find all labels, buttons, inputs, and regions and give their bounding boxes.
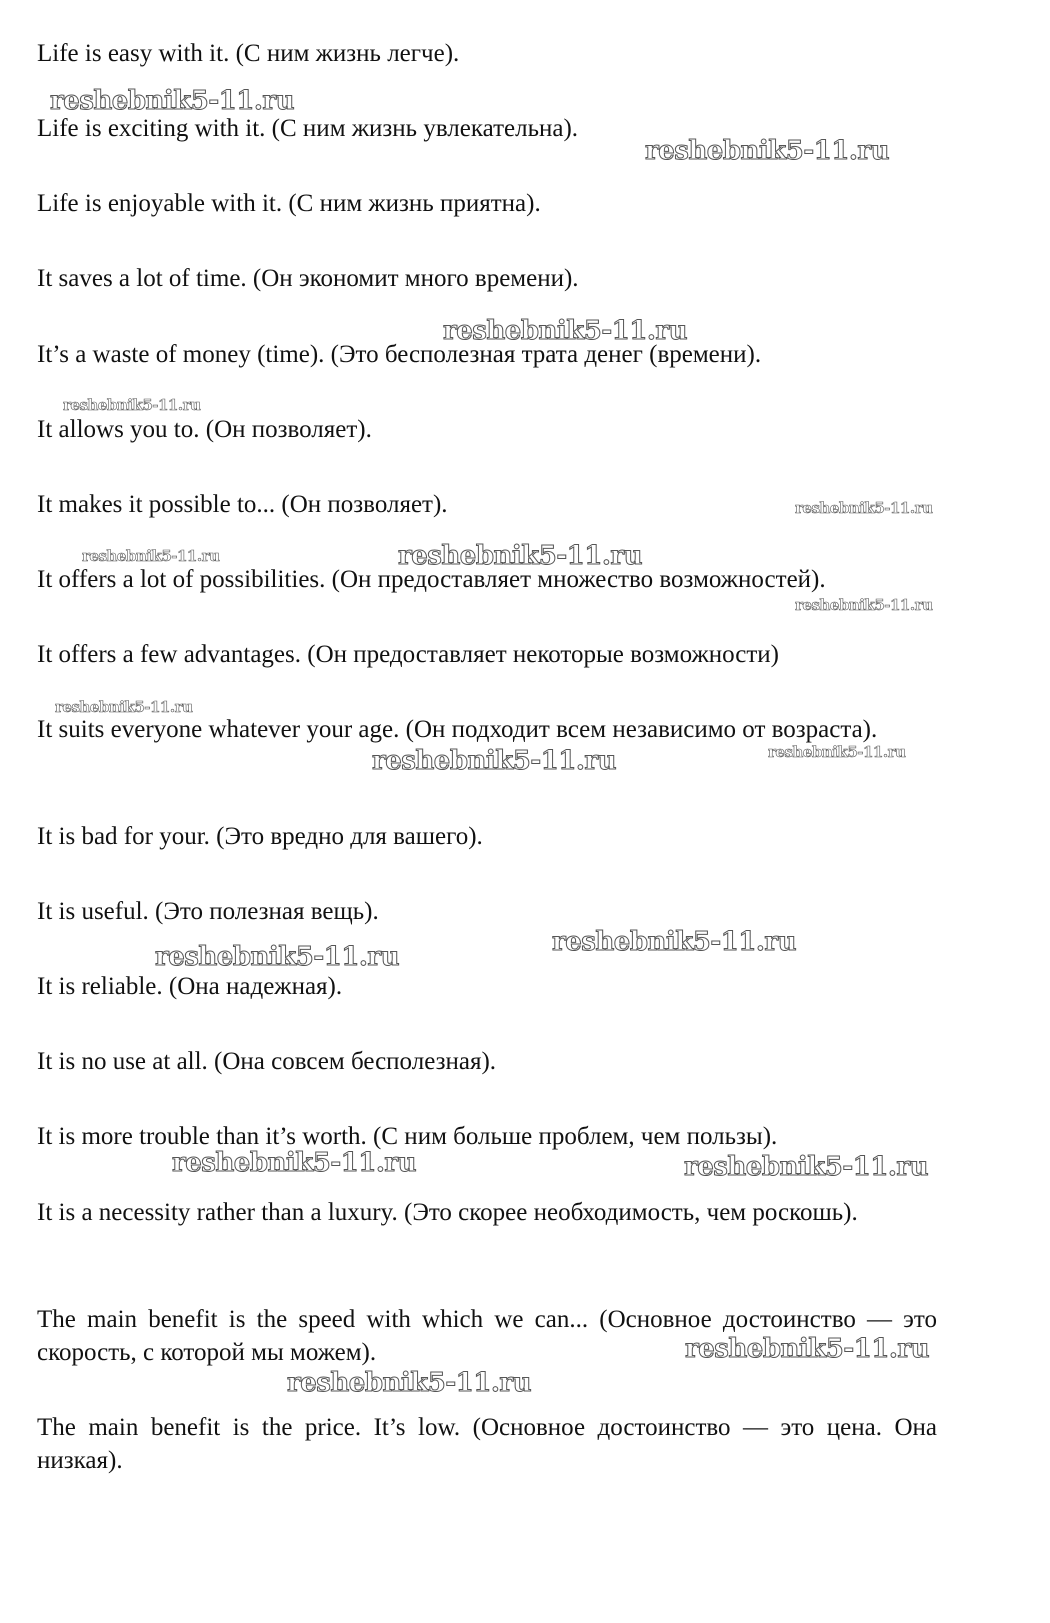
phrase-1: Life is easy with it. (С ним жизнь легче). [37, 40, 460, 67]
phrase-16: It is a necessity rather than a luxury. (Это скорее необходимость, чем роскошь). [37, 1199, 858, 1226]
phrase-9: It offers a few advantages. (Он предоставляет некоторые возможности) [37, 641, 780, 668]
watermark: reshebnik5-11.ru [684, 1152, 929, 1182]
phrase-18: The main benefit is the price. It’s low. (Основное достоинство — это цена. Она низкая). [37, 1414, 937, 1474]
watermark: reshebnik5-11.ru [552, 927, 797, 957]
watermark: reshebnik5-11.ru [172, 1148, 417, 1178]
phrase-7: It makes it possible to... (Он позволяет). [37, 491, 448, 518]
watermark: reshebnik5-11.ru [795, 596, 933, 614]
watermark: reshebnik5-11.ru [50, 86, 295, 116]
phrase-17: The main benefit is the speed with which we can... (Основное достоинство — это скорость, с которой мы можем). [37, 1306, 937, 1366]
watermark: reshebnik5-11.ru [287, 1368, 532, 1398]
watermark: reshebnik5-11.ru [443, 316, 688, 346]
phrase-14: It is no use at all. (Она совсем бесполезная). [37, 1048, 497, 1075]
watermark: reshebnik5-11.ru [645, 136, 890, 166]
phrase-3: Life is enjoyable with it. (С ним жизнь приятна). [37, 190, 541, 217]
phrase-15: It is more trouble than it’s worth. (С ним больше проблем, чем пользы). [37, 1123, 778, 1150]
phrase-6: It allows you to. (Он позволяет). [37, 416, 372, 443]
phrase-10: It suits everyone whatever your age. (Он подходит всем независимо от возраста). [37, 716, 878, 743]
watermark: reshebnik5-11.ru [63, 396, 201, 414]
watermark: reshebnik5-11.ru [155, 942, 400, 972]
phrase-11: It is bad for your. (Это вредно для вашего). [37, 823, 483, 850]
phrase-4: It saves a lot of time. (Он экономит много времени). [37, 265, 579, 292]
phrase-2: Life is exciting with it. (С ним жизнь увлекательна). [37, 115, 579, 142]
watermark: reshebnik5-11.ru [685, 1334, 930, 1364]
phrase-8: It offers a lot of possibilities. (Он предоставляет множество возможностей). [37, 566, 826, 593]
watermark: reshebnik5-11.ru [82, 547, 220, 565]
phrase-13: It is reliable. (Она надежная). [37, 973, 343, 1000]
watermark: reshebnik5-11.ru [372, 746, 617, 776]
phrase-5: It’s a waste of money (time). (Это бесполезная трата денег (времени). [37, 341, 762, 368]
watermark: reshebnik5-11.ru [398, 541, 643, 571]
watermark: reshebnik5-11.ru [55, 698, 193, 716]
watermark: reshebnik5-11.ru [795, 499, 933, 517]
phrase-12: It is useful. (Это полезная вещь). [37, 898, 379, 925]
watermark: reshebnik5-11.ru [768, 743, 906, 761]
